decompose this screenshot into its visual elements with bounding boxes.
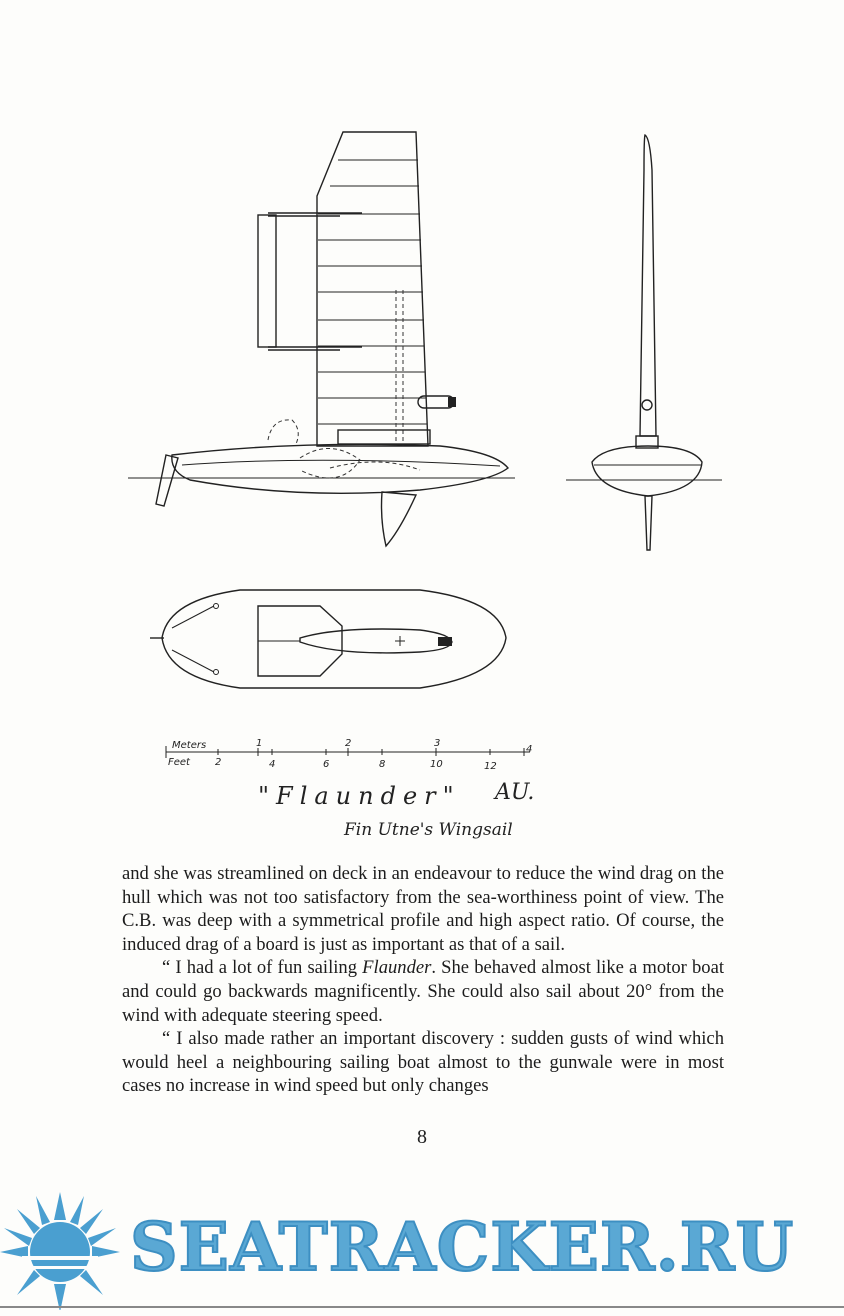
meter-tick-2: 2 [345, 738, 352, 749]
meter-tick-1: 1 [256, 738, 263, 749]
feet-tick-8: 8 [379, 759, 386, 770]
figure-caption: Fin Utne's Wingsail [344, 820, 513, 840]
boat-name: Flaunder [362, 957, 432, 979]
front-view [592, 135, 702, 550]
feet-tick-6: 6 [323, 759, 330, 770]
side-view-hull [156, 420, 508, 546]
scale-meters-label: Meters [172, 740, 207, 751]
feet-tick-2: 2 [215, 757, 222, 768]
meter-tick-3: 3 [434, 738, 441, 749]
meter-tick-4: 4 [526, 744, 533, 755]
scale-feet-label: Feet [168, 757, 190, 768]
drawing-initials: AU. [495, 780, 535, 805]
page-number: 8 [417, 1126, 427, 1148]
scale-bar [166, 738, 532, 772]
watermark-text: SEATRACKER.RU [130, 1208, 795, 1286]
paragraph-1: and she was streamlined on deck in an endeavour to reduce the wind drag on the hull which was not too satisfactory from the sea-worthiness point of view. The C.B. was deep with a symmetrical profile and high aspect ratio. Of course, the induced drag of a board is just as important as that of a sail. [122, 863, 724, 955]
feet-tick-12: 12 [484, 761, 497, 772]
feet-tick-10: 10 [430, 759, 443, 770]
paragraph-3: “ I also made rather an important discovery : sudden gusts of wind which would heel a neighbouring sailing boat almost to the gunwale were in most cases no increase in wind speed but only changes [122, 1028, 724, 1097]
body-text [122, 862, 724, 1098]
paragraph-2: “ I had a lot of fun sailing Flaunder. She behaved almost like a motor boat and could go backwards magnificently. She could also sail about 20° from the wind with adequate steering speed. [122, 957, 724, 1026]
side-view-wingsail [258, 132, 456, 446]
plan-view [150, 590, 506, 688]
drawing-title: "Flaunder" [258, 782, 461, 810]
page-edge [0, 1306, 844, 1308]
sun-icon [0, 1192, 120, 1310]
feet-tick-4: 4 [269, 759, 276, 770]
